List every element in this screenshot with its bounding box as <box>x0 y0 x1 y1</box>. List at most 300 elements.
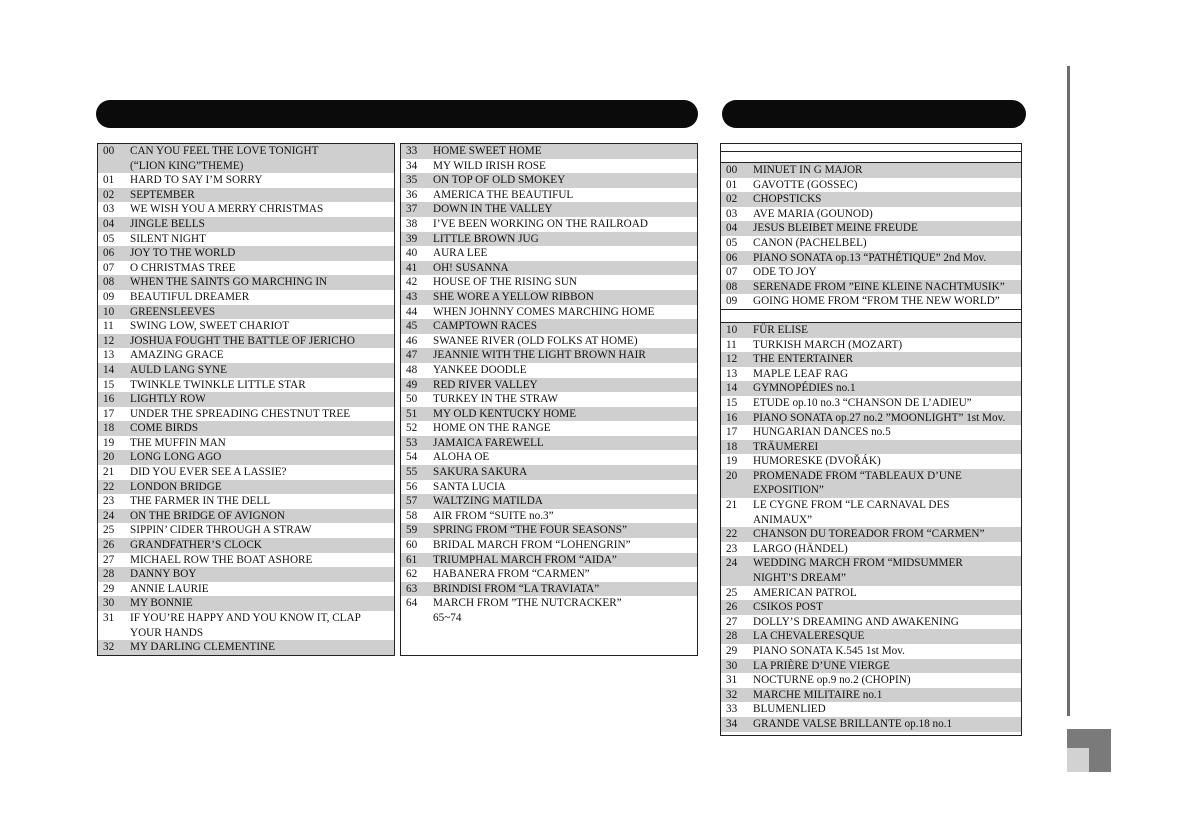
song-title: WHEN THE SAINTS GO MARCHING IN <box>130 276 328 289</box>
song-number: 15 <box>103 378 115 391</box>
list-item <box>401 538 697 553</box>
list-item <box>98 217 394 232</box>
song-title: PROMENADE FROM “TABLEAUX D’UNE <box>753 469 962 482</box>
song-number: 35 <box>406 174 418 187</box>
song-number: 14 <box>103 363 115 376</box>
song-number: 07 <box>726 266 738 279</box>
song-title: DID YOU EVER SEE A LASSIE? <box>130 466 287 479</box>
list-item <box>721 294 1021 309</box>
list-item <box>98 407 394 422</box>
list-item <box>401 246 697 261</box>
song-title: THE FARMER IN THE DELL <box>130 495 271 508</box>
song-title: GREENSLEEVES <box>130 305 216 318</box>
song-title: DOWN IN THE VALLEY <box>433 203 553 216</box>
song-number: 09 <box>726 295 738 308</box>
list-item <box>721 629 1021 644</box>
page-corner-block-light <box>1067 748 1089 772</box>
list-item <box>721 702 1021 717</box>
list-item <box>98 392 394 407</box>
list-item <box>98 334 394 349</box>
song-number: 58 <box>406 509 418 522</box>
song-title: PIANO SONATA op.13 “PATHÉTIQUE” 2nd Mov. <box>753 251 987 264</box>
list-item <box>98 480 394 495</box>
song-title: BRIDAL MARCH FROM “LOHENGRIN” <box>433 539 631 552</box>
song-title: SAKURA SAKURA <box>433 466 528 479</box>
song-number: 41 <box>406 261 418 274</box>
song-title: LONDON BRIDGE <box>130 480 222 493</box>
song-number: 25 <box>103 524 115 537</box>
list-item <box>401 159 697 174</box>
song-number: 43 <box>406 290 418 303</box>
song-number: 22 <box>103 480 115 493</box>
list-item <box>401 611 697 626</box>
song-title: BLUMENLIED <box>753 703 826 716</box>
song-number: 48 <box>406 363 418 376</box>
list-item <box>98 436 394 451</box>
list-item <box>721 600 1021 615</box>
song-title: TRIUMPHAL MARCH FROM “AIDA” <box>433 553 617 566</box>
song-number: 01 <box>726 178 738 191</box>
song-number: 23 <box>726 542 738 555</box>
list-item <box>401 144 697 159</box>
list-item <box>98 626 394 641</box>
song-number: 33 <box>406 145 418 157</box>
song-title: HARD TO SAY I’M SORRY <box>130 174 263 187</box>
list-item <box>721 178 1021 193</box>
song-title: JESUS BLEIBET MEINE FREUDE <box>753 222 918 235</box>
song-number <box>98 626 130 641</box>
song-title: MY WILD IRISH ROSE <box>433 159 546 172</box>
song-number: 42 <box>406 276 418 289</box>
song-title: HABANERA FROM “CARMEN” <box>433 568 590 581</box>
song-number: 02 <box>726 193 738 206</box>
song-title: ODE TO JOY <box>753 266 817 279</box>
song-title: AULD LANG SYNE <box>130 363 227 376</box>
song-title: HOME SWEET HOME <box>433 145 542 157</box>
song-title: IF YOU’RE HAPPY AND YOU KNOW IT, CLAP <box>130 612 361 624</box>
list-item <box>98 173 394 188</box>
song-number: 25 <box>726 586 738 599</box>
list-item <box>401 378 697 393</box>
song-number: 24 <box>103 509 115 522</box>
list-item <box>401 290 697 305</box>
song-title: I’VE BEEN WORKING ON THE RAILROAD <box>433 217 648 230</box>
list-divider <box>721 152 1021 163</box>
list-item <box>98 509 394 524</box>
song-number: 16 <box>726 411 738 424</box>
list-divider <box>721 144 1021 152</box>
list-item <box>721 323 1021 338</box>
song-number: 21 <box>726 499 738 512</box>
list-item <box>401 436 697 451</box>
list-item <box>98 232 394 247</box>
list-item <box>721 615 1021 630</box>
list-item <box>401 450 697 465</box>
song-number: 32 <box>726 688 738 701</box>
list-item <box>721 367 1021 382</box>
song-number: 01 <box>103 174 115 187</box>
song-title: AMAZING GRACE <box>130 349 224 362</box>
song-title: TWINKLE TWINKLE LITTLE STAR <box>130 378 306 391</box>
song-number: 08 <box>103 276 115 289</box>
song-title: TURKEY IN THE STRAW <box>433 393 558 406</box>
song-number: 27 <box>103 553 115 566</box>
list-item <box>721 338 1021 353</box>
song-title: AURA LEE <box>433 247 488 260</box>
song-title: WALTZING MATILDA <box>433 495 543 508</box>
song-title: COME BIRDS <box>130 422 199 435</box>
list-item <box>98 611 394 626</box>
song-title: GOING HOME FROM “FROM THE NEW WORLD” <box>753 295 1000 308</box>
list-item <box>401 275 697 290</box>
song-number: 18 <box>103 422 115 435</box>
song-number: 10 <box>726 323 738 336</box>
list-item <box>98 538 394 553</box>
song-title: UNDER THE SPREADING CHESTNUT TREE <box>130 407 351 420</box>
section-header-bar-right <box>722 100 1026 128</box>
list-item <box>401 305 697 320</box>
song-title: YOUR HANDS <box>130 626 204 639</box>
song-title: MICHAEL ROW THE BOAT ASHORE <box>130 553 313 566</box>
song-title: SWANEE RIVER (OLD FOLKS AT HOME) <box>433 334 638 347</box>
list-item <box>401 348 697 363</box>
song-title: TURKISH MARCH (MOZART) <box>753 338 903 351</box>
song-title: (“LION KING”THEME) <box>130 159 244 172</box>
song-number: 06 <box>726 251 738 264</box>
list-item <box>98 523 394 538</box>
list-item <box>401 392 697 407</box>
song-number: 30 <box>103 597 115 610</box>
list-item <box>98 290 394 305</box>
song-title: MARCH FROM ”THE NUTCRACKER” <box>433 597 622 610</box>
list-item <box>98 378 394 393</box>
song-number: 59 <box>406 524 418 537</box>
song-number: 51 <box>406 407 418 420</box>
list-item <box>401 465 697 480</box>
list-item <box>721 454 1021 469</box>
song-title: NOCTURNE op.9 no.2 (CHOPIN) <box>753 674 911 687</box>
piano-list-group-b <box>721 323 1021 732</box>
song-title: SERENADE FROM ”EINE KLEINE NACHTMUSIK” <box>753 280 1005 293</box>
list-item <box>98 144 394 159</box>
song-number: 57 <box>406 495 418 508</box>
song-number: 06 <box>103 247 115 260</box>
song-number: 22 <box>726 528 738 541</box>
song-title: MY BONNIE <box>130 597 193 610</box>
song-number: 23 <box>103 495 115 508</box>
song-number: 52 <box>406 422 418 435</box>
song-number: 45 <box>406 320 418 333</box>
song-title: WE WISH YOU A MERRY CHRISTMAS <box>130 203 324 216</box>
list-item <box>721 280 1021 295</box>
song-title: JOY TO THE WORLD <box>130 247 236 260</box>
song-number: 03 <box>103 203 115 216</box>
song-number: 07 <box>103 261 115 274</box>
song-title: AMERICAN PATROL <box>753 586 857 599</box>
list-item <box>98 319 394 334</box>
list-item <box>98 363 394 378</box>
song-number: 29 <box>726 645 738 657</box>
song-title: ON TOP OF OLD SMOKEY <box>433 174 566 187</box>
song-title: LONG LONG AGO <box>130 451 222 464</box>
song-title: GYMNOPÉDIES no.1 <box>753 382 856 395</box>
song-number: 12 <box>726 353 738 366</box>
list-item <box>98 450 394 465</box>
song-title: SIPPIN’ CIDER THROUGH A STRAW <box>130 524 312 537</box>
song-number: 05 <box>103 232 115 245</box>
song-number: 29 <box>103 582 115 595</box>
song-number: 26 <box>103 539 115 552</box>
song-title: THE MUFFIN MAN <box>130 436 226 449</box>
song-title: HOUSE OF THE RISING SUN <box>433 276 578 289</box>
list-item <box>721 440 1021 455</box>
song-number: 05 <box>726 236 738 249</box>
song-title: LA CHEVALERESQUE <box>753 630 865 643</box>
page-edge-line <box>1067 66 1070 716</box>
song-number: 34 <box>406 159 418 172</box>
song-number: 19 <box>726 455 738 468</box>
list-item <box>98 567 394 582</box>
list-item <box>98 640 394 655</box>
list-item <box>401 480 697 495</box>
song-title: AMERICA THE BEAUTIFUL <box>433 188 574 201</box>
song-number <box>98 159 130 174</box>
list-item <box>721 571 1021 586</box>
song-number: 39 <box>406 232 418 245</box>
song-number: 02 <box>103 188 115 201</box>
list-item <box>721 717 1021 732</box>
list-item <box>721 381 1021 396</box>
song-number: 28 <box>726 630 738 643</box>
song-number: 38 <box>406 217 418 230</box>
song-title: ANIMAUX” <box>753 513 813 526</box>
list-item <box>98 305 394 320</box>
song-number: 40 <box>406 247 418 260</box>
song-title: SANTA LUCIA <box>433 480 506 493</box>
song-number <box>721 571 753 586</box>
list-item <box>721 513 1021 528</box>
list-item <box>721 586 1021 601</box>
list-item <box>721 556 1021 571</box>
list-item <box>721 688 1021 703</box>
song-title: PIANO SONATA op.27 no.2 ”MOONLIGHT” 1st Mov. <box>753 411 1006 424</box>
song-number: 54 <box>406 451 418 464</box>
list-item <box>401 173 697 188</box>
song-number: 03 <box>726 207 738 220</box>
song-title: SHE WORE A YELLOW RIBBON <box>433 290 594 303</box>
list-item <box>721 483 1021 498</box>
song-title: JOSHUA FOUGHT THE BATTLE OF JERICHO <box>130 334 355 347</box>
song-title: ANNIE LAURIE <box>130 582 209 595</box>
list-item <box>401 407 697 422</box>
song-list-column-1 <box>97 143 395 656</box>
song-title: HOME ON THE RANGE <box>433 422 551 435</box>
song-number: 56 <box>406 480 418 493</box>
list-item <box>721 352 1021 367</box>
song-title: TRÄUMEREI <box>753 440 819 453</box>
list-item <box>721 192 1021 207</box>
list-item <box>98 261 394 276</box>
song-title: EXPOSITION” <box>753 484 824 497</box>
list-item <box>401 202 697 217</box>
song-number: 24 <box>726 557 738 570</box>
song-number: 09 <box>103 290 115 303</box>
song-number: 64 <box>406 597 418 610</box>
song-number: 60 <box>406 539 418 552</box>
song-title: AIR FROM “SUITE no.3” <box>433 509 554 522</box>
song-number: 20 <box>103 451 115 464</box>
song-title: HUMORESKE (DVOŘÁK) <box>753 455 881 468</box>
song-title: CAN YOU FEEL THE LOVE TONIGHT <box>130 145 319 157</box>
song-number: 14 <box>726 382 738 395</box>
song-number: 08 <box>726 280 738 293</box>
list-item <box>401 421 697 436</box>
list-item <box>721 251 1021 266</box>
song-title: MARCHE MILITAIRE no.1 <box>753 688 883 701</box>
list-item <box>401 523 697 538</box>
song-title: LARGO (HÄNDEL) <box>753 542 848 555</box>
song-number: 00 <box>103 145 115 157</box>
song-title: BRINDISI FROM “LA TRAVIATA” <box>433 582 600 595</box>
song-title: SEPTEMBER <box>130 188 195 201</box>
list-item <box>721 498 1021 513</box>
list-item <box>401 553 697 568</box>
song-title: DANNY BOY <box>130 568 197 581</box>
song-title: FÜR ELISE <box>753 323 809 336</box>
song-number <box>721 513 753 528</box>
song-number: 31 <box>726 674 738 687</box>
song-number: 11 <box>726 338 737 351</box>
list-item <box>401 232 697 247</box>
song-title: WHEN JOHNNY COMES MARCHING HOME <box>433 305 655 318</box>
list-item <box>401 261 697 276</box>
song-list-column-2 <box>400 143 698 656</box>
song-number: 47 <box>406 349 418 362</box>
song-title: DOLLY’S DREAMING AND AWAKENING <box>753 615 959 628</box>
song-number: 00 <box>726 164 738 176</box>
song-number: 55 <box>406 466 418 479</box>
song-title: CSIKOS POST <box>753 601 823 614</box>
list-item <box>401 509 697 524</box>
song-title: ETUDE op.10 no.3 “CHANSON DE L’ADIEU” <box>753 396 972 409</box>
piano-list-column <box>720 143 1022 736</box>
song-number: 33 <box>726 703 738 716</box>
song-number: 34 <box>726 717 738 730</box>
list-divider <box>721 309 1021 323</box>
song-title: ALOHA OE <box>433 451 490 464</box>
song-title: AVE MARIA (GOUNOD) <box>753 207 873 220</box>
song-number: 19 <box>103 436 115 449</box>
list-item <box>721 659 1021 674</box>
song-number: 04 <box>726 222 738 235</box>
list-item <box>401 567 697 582</box>
song-title: NIGHT’S DREAM” <box>753 572 846 585</box>
song-title: PIANO SONATA K.545 1st Mov. <box>753 645 905 657</box>
song-number: 46 <box>406 334 418 347</box>
song-title: GRANDE VALSE BRILLANTE op.18 no.1 <box>753 717 953 730</box>
song-number: 21 <box>103 466 115 479</box>
song-number: 63 <box>406 582 418 595</box>
song-number: 13 <box>103 349 115 362</box>
song-title: SWING LOW, SWEET CHARIOT <box>130 320 290 333</box>
song-number: 11 <box>103 320 114 333</box>
list-item <box>721 527 1021 542</box>
list-item <box>98 159 394 174</box>
song-title: MAPLE LEAF RAG <box>753 367 849 380</box>
song-title: CHOPSTICKS <box>753 193 822 206</box>
list-item <box>721 207 1021 222</box>
list-item <box>721 644 1021 659</box>
song-title: LE CYGNE FROM “LE CARNAVAL DES <box>753 499 950 512</box>
song-title: MY DARLING CLEMENTINE <box>130 641 276 654</box>
song-title: BEAUTIFUL DREAMER <box>130 290 250 303</box>
section-header-bar-left <box>96 100 698 128</box>
list-item <box>98 188 394 203</box>
list-item <box>721 411 1021 426</box>
list-item <box>98 348 394 363</box>
song-number: 18 <box>726 440 738 453</box>
list-item <box>98 246 394 261</box>
list-item <box>98 275 394 290</box>
list-item <box>401 319 697 334</box>
song-number: 44 <box>406 305 418 318</box>
list-item <box>721 265 1021 280</box>
song-number: 30 <box>726 659 738 672</box>
song-title: SPRING FROM “THE FOUR SEASONS” <box>433 524 627 537</box>
song-title: GAVOTTE (GOSSEC) <box>753 178 858 191</box>
song-number: 12 <box>103 334 115 347</box>
song-number: 50 <box>406 393 418 406</box>
list-item <box>98 202 394 217</box>
song-number: 61 <box>406 553 418 566</box>
song-title: CANON (PACHELBEL) <box>753 236 867 249</box>
song-number: 37 <box>406 203 418 216</box>
list-item <box>721 396 1021 411</box>
list-item <box>401 363 697 378</box>
song-title: OH! SUSANNA <box>433 261 509 274</box>
list-item <box>401 188 697 203</box>
song-number: 20 <box>726 469 738 482</box>
list-item <box>721 673 1021 688</box>
song-title: ON THE BRIDGE OF AVIGNON <box>130 509 285 522</box>
song-number: 15 <box>726 396 738 409</box>
list-item <box>401 334 697 349</box>
list-item <box>98 582 394 597</box>
list-item <box>98 421 394 436</box>
song-number: 04 <box>103 217 115 230</box>
list-item <box>721 425 1021 440</box>
song-number: 62 <box>406 568 418 581</box>
list-item <box>98 494 394 509</box>
song-number: 53 <box>406 436 418 449</box>
song-number: 16 <box>103 393 115 406</box>
song-title: CHANSON DU TOREADOR FROM “CARMEN” <box>753 528 985 541</box>
song-number <box>721 483 753 498</box>
list-item <box>721 221 1021 236</box>
piano-list-group-a <box>721 163 1021 309</box>
song-number: 10 <box>103 305 115 318</box>
song-number: 28 <box>103 568 115 581</box>
song-title: MINUET IN G MAJOR <box>753 164 863 176</box>
list-item <box>721 469 1021 484</box>
song-number: 17 <box>726 426 738 439</box>
song-number: 13 <box>726 367 738 380</box>
song-title: JINGLE BELLS <box>130 217 205 230</box>
song-title: 65~74 <box>433 612 462 624</box>
song-title: LA PRIÈRE D’UNE VIERGE <box>753 659 890 672</box>
list-item <box>401 217 697 232</box>
song-title: GRANDFATHER’S CLOCK <box>130 539 262 552</box>
